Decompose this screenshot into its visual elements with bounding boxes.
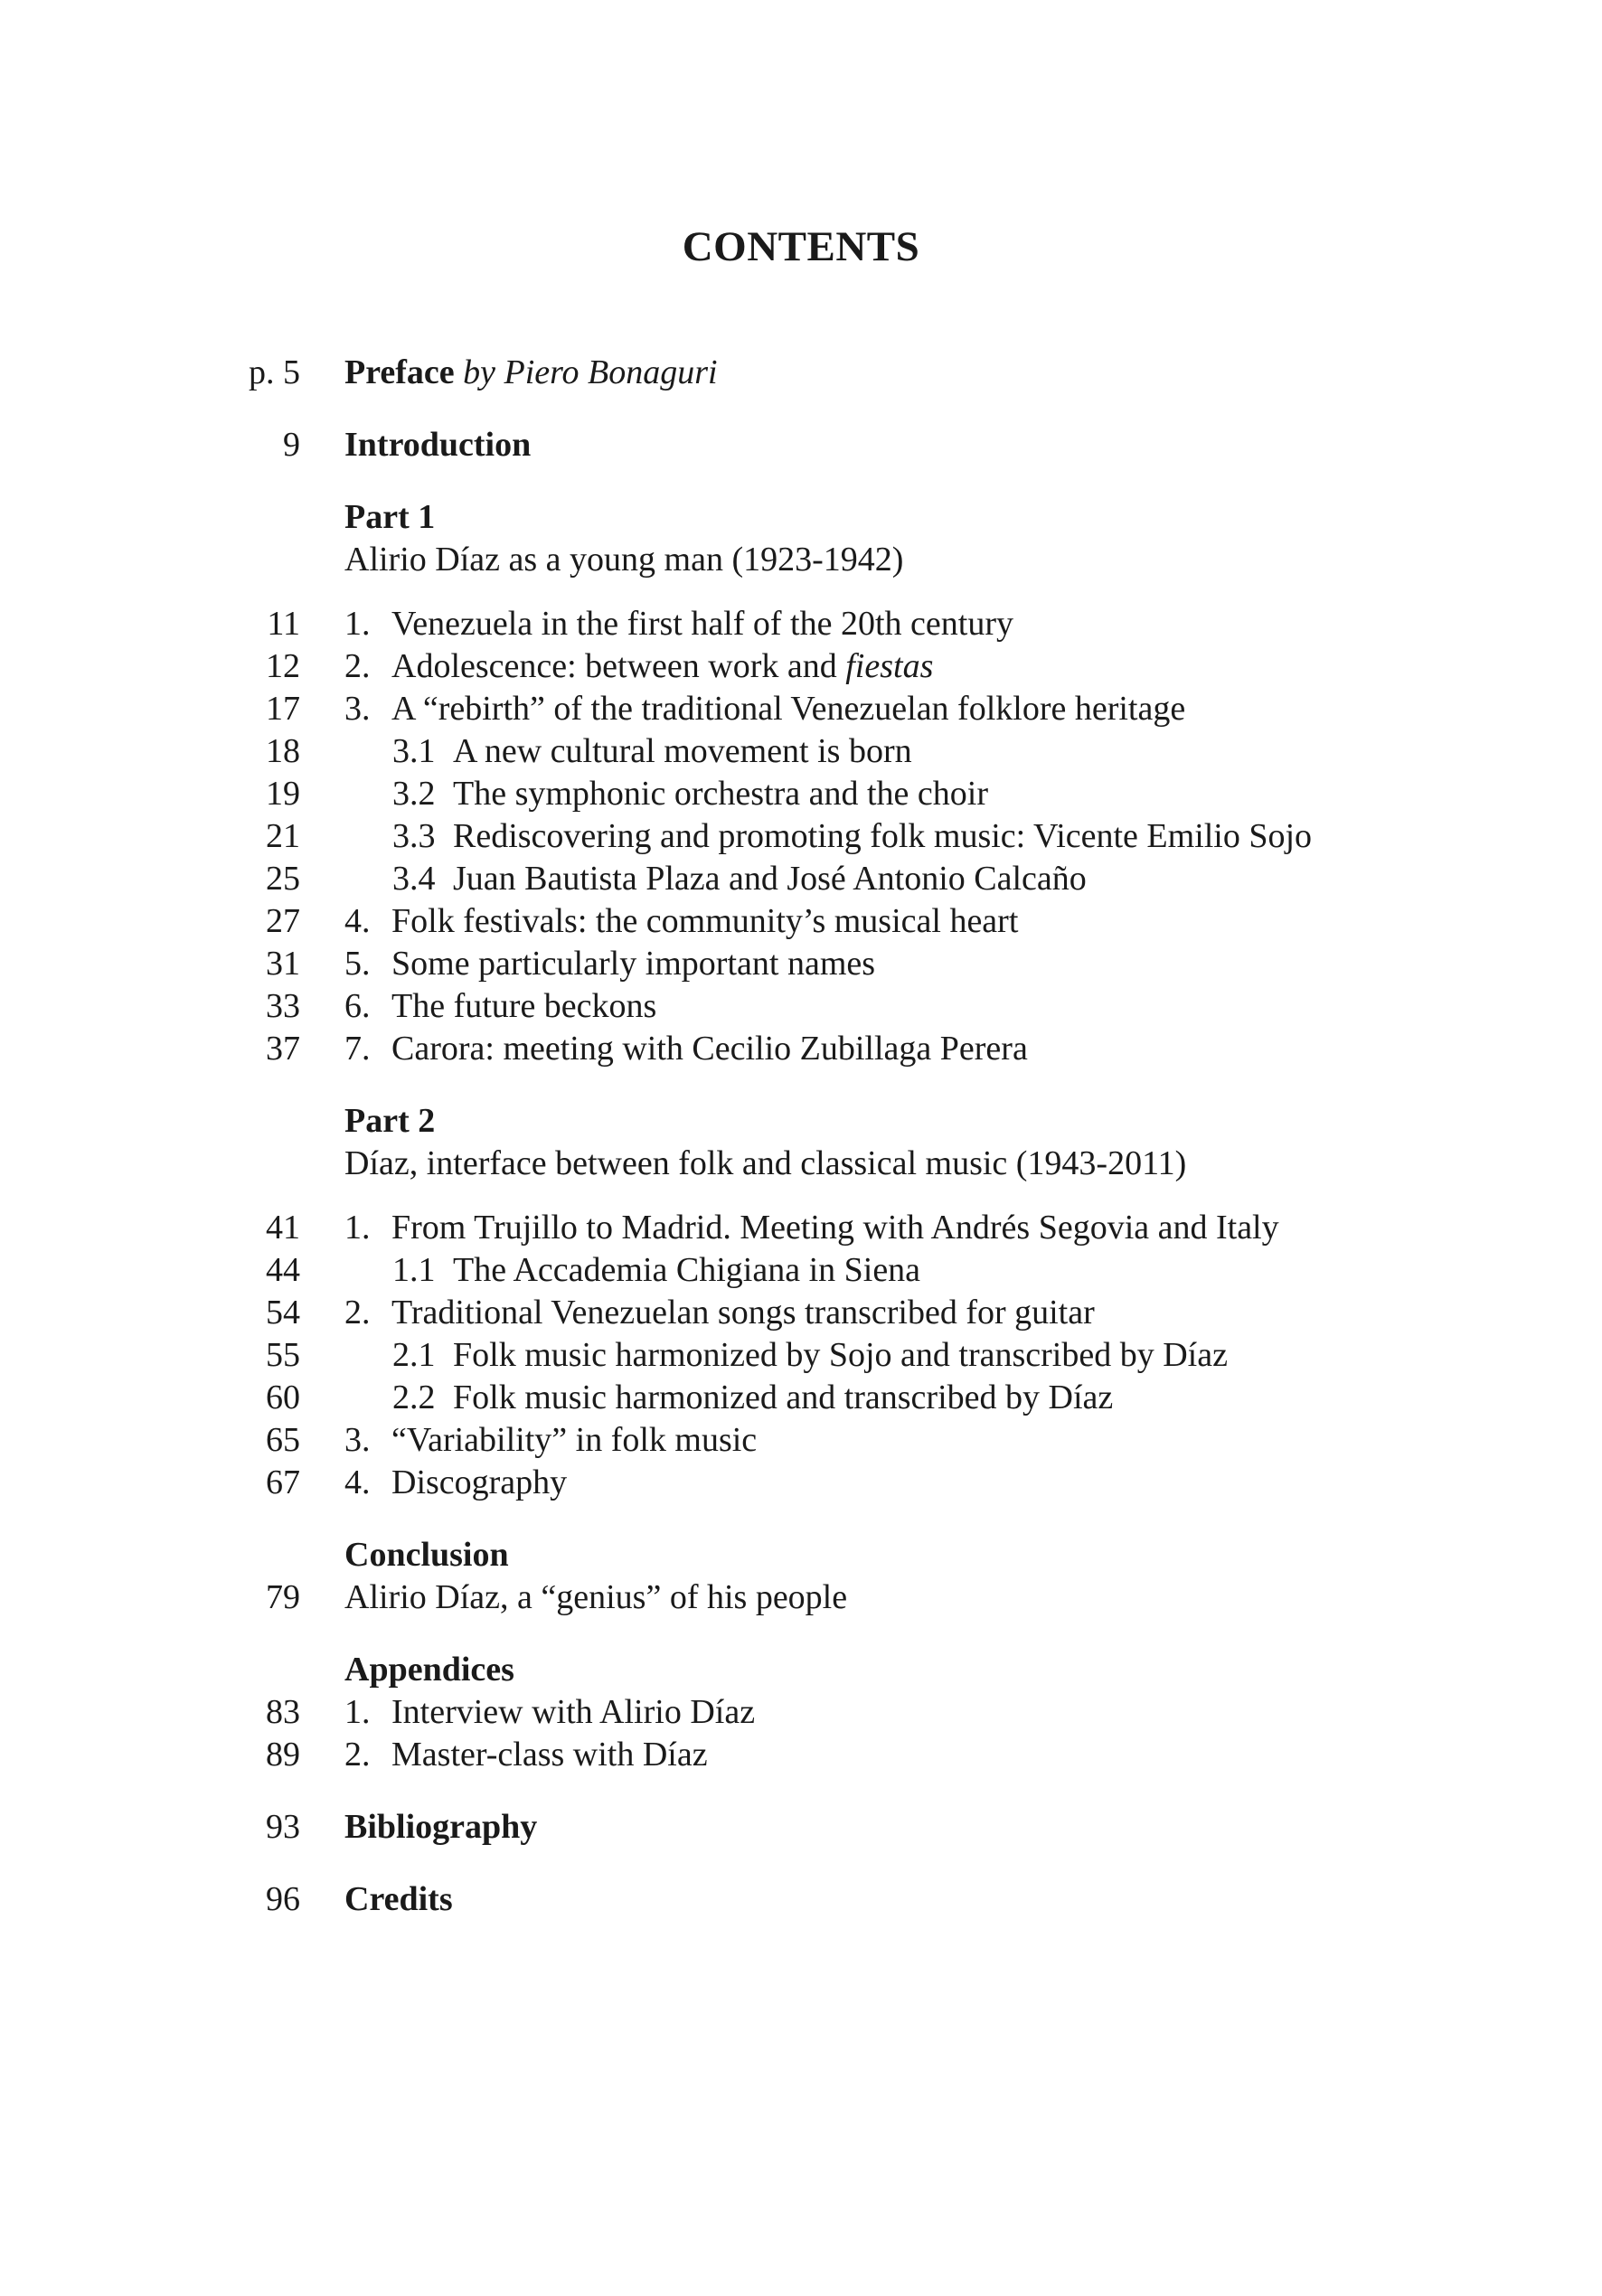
entry-title: Credits — [344, 1880, 453, 1918]
page-number: p. 5 — [249, 353, 300, 391]
page-number: 41 — [266, 1209, 300, 1247]
part-heading: Part 1 — [344, 498, 436, 536]
toc-entry[interactable] — [0, 645, 1602, 688]
entry-title: “Variability” in folk music — [391, 1421, 758, 1459]
page-number: 19 — [266, 775, 300, 813]
toc-entry[interactable] — [0, 899, 1602, 943]
page-number: 25 — [266, 860, 300, 898]
section-heading: Conclusion — [344, 1536, 509, 1574]
page-number: 18 — [266, 732, 300, 770]
entry-number: 2.2 — [392, 1379, 436, 1416]
entry-number: 3. — [344, 1421, 371, 1459]
entry-number: 4. — [344, 902, 371, 940]
entry-title: The Accademia Chigiana in Siena — [453, 1251, 921, 1289]
entry-title: Carora: meeting with Cecilio Zubillaga Perera — [391, 1030, 1028, 1068]
toc-subentry[interactable] — [0, 814, 1602, 858]
entry-title: Folk music harmonized by Sojo and transcribed by Díaz — [453, 1336, 1228, 1374]
entry-number: 3. — [344, 690, 371, 728]
page-number: 31 — [266, 945, 300, 983]
entry-title: Introduction — [344, 426, 532, 464]
entry-title: Venezuela in the first half of the 20th century — [391, 605, 1013, 643]
page-number: 44 — [266, 1251, 300, 1289]
toc-entry[interactable] — [0, 1291, 1602, 1334]
page-number: 21 — [266, 817, 300, 855]
page-number: 17 — [266, 690, 300, 728]
part2-heading-row — [0, 1099, 1602, 1143]
toc-entry-preface[interactable] — [0, 351, 1602, 394]
toc-entry[interactable] — [0, 1690, 1602, 1734]
page-number: 83 — [266, 1693, 300, 1731]
entry-title: The symphonic orchestra and the choir — [453, 775, 988, 813]
page-number: 89 — [266, 1736, 300, 1774]
entry-number: 3.2 — [392, 775, 436, 813]
entry-number: 2. — [344, 1736, 371, 1774]
toc-subentry[interactable] — [0, 729, 1602, 773]
entry-title: Preface — [344, 353, 455, 391]
toc-entry[interactable] — [0, 602, 1602, 645]
entry-number: 6. — [344, 987, 371, 1025]
entry-title: A “rebirth” of the traditional Venezuelan folklore heritage — [391, 690, 1186, 728]
conclusion-heading-row — [0, 1533, 1602, 1576]
toc-subentry[interactable] — [0, 772, 1602, 815]
toc-subentry[interactable] — [0, 1248, 1602, 1292]
toc-entry[interactable] — [0, 1576, 1602, 1619]
entry-title: The future beckons — [391, 987, 657, 1025]
entry-number: 5. — [344, 945, 371, 983]
entry-number: 2. — [344, 647, 371, 685]
toc-entry[interactable] — [0, 1027, 1602, 1070]
page-number: 60 — [266, 1379, 300, 1416]
entry-number: 7. — [344, 1030, 371, 1068]
entry-title: Rediscovering and promoting folk music: Vicente Emilio Sojo — [453, 817, 1313, 855]
entry-number: 2. — [344, 1294, 371, 1331]
entry-number: 3.4 — [392, 860, 436, 898]
entry-title: Traditional Venezuelan songs transcribed for guitar — [391, 1294, 1095, 1331]
entry-title: Juan Bautista Plaza and José Antonio Calcaño — [453, 860, 1087, 898]
page-number: 33 — [266, 987, 300, 1025]
page-number: 11 — [267, 605, 300, 643]
entry-number: 3.1 — [392, 732, 436, 770]
entry-title: Master-class with Díaz — [391, 1736, 708, 1774]
entry-title-italic: fiestas — [845, 647, 934, 685]
page-number: 54 — [266, 1294, 300, 1331]
entry-title: Folk music harmonized and transcribed by Díaz — [453, 1379, 1114, 1416]
toc-entry-credits[interactable] — [0, 1877, 1602, 1921]
toc-entry[interactable] — [0, 1461, 1602, 1504]
toc-entry[interactable] — [0, 1733, 1602, 1776]
page-number: 96 — [266, 1880, 300, 1918]
page-number: 27 — [266, 902, 300, 940]
part-subtitle: Alirio Díaz as a young man (1923-1942) — [344, 541, 904, 579]
toc-subentry[interactable] — [0, 1376, 1602, 1419]
entry-title: Bibliography — [344, 1808, 538, 1846]
entry-number: 1.1 — [392, 1251, 436, 1289]
page-number: 67 — [266, 1463, 300, 1501]
entry-number: 4. — [344, 1463, 371, 1501]
entry-number: 1. — [344, 605, 371, 643]
toc-subentry[interactable] — [0, 1333, 1602, 1377]
entry-number: 3.3 — [392, 817, 436, 855]
page-number: 9 — [283, 426, 300, 464]
toc-entry-bibliography[interactable] — [0, 1805, 1602, 1849]
entry-title: Some particularly important names — [391, 945, 876, 983]
page-number: 37 — [266, 1030, 300, 1068]
page-number: 12 — [266, 647, 300, 685]
page-number: 79 — [266, 1578, 300, 1616]
toc-entry[interactable] — [0, 942, 1602, 985]
toc-subentry[interactable] — [0, 857, 1602, 900]
toc-entry-introduction[interactable] — [0, 423, 1602, 466]
entry-title: Interview with Alirio Díaz — [391, 1693, 756, 1731]
entry-title: Alirio Díaz, a “genius” of his people — [344, 1578, 848, 1616]
part-heading: Part 2 — [344, 1102, 436, 1140]
appendices-heading-row — [0, 1648, 1602, 1691]
toc-entry[interactable] — [0, 1206, 1602, 1249]
toc-entry[interactable] — [0, 984, 1602, 1028]
part2-subtitle-row — [0, 1142, 1602, 1185]
entry-number: 1. — [344, 1693, 371, 1731]
part1-heading-row — [0, 495, 1602, 539]
page-number: 93 — [266, 1808, 300, 1846]
entry-number: 1. — [344, 1209, 371, 1247]
entry-number: 2.1 — [392, 1336, 436, 1374]
part-subtitle: Díaz, interface between folk and classical music (1943-2011) — [344, 1144, 1187, 1182]
entry-author: by Piero Bonaguri — [463, 353, 718, 391]
entry-title: Discography — [391, 1463, 568, 1501]
toc-entry[interactable] — [0, 1418, 1602, 1462]
page-number: 55 — [266, 1336, 300, 1374]
entry-title: Adolescence: between work and — [391, 647, 846, 685]
entry-title: A new cultural movement is born — [453, 732, 912, 770]
page-title: CONTENTS — [682, 223, 920, 270]
section-heading: Appendices — [344, 1651, 514, 1689]
page-number: 65 — [266, 1421, 300, 1459]
entry-title: Folk festivals: the community’s musical heart — [391, 902, 1019, 940]
part1-subtitle-row — [0, 538, 1602, 581]
entry-title: From Trujillo to Madrid. Meeting with Andrés Segovia and Italy — [391, 1209, 1279, 1247]
toc-entry[interactable] — [0, 687, 1602, 730]
